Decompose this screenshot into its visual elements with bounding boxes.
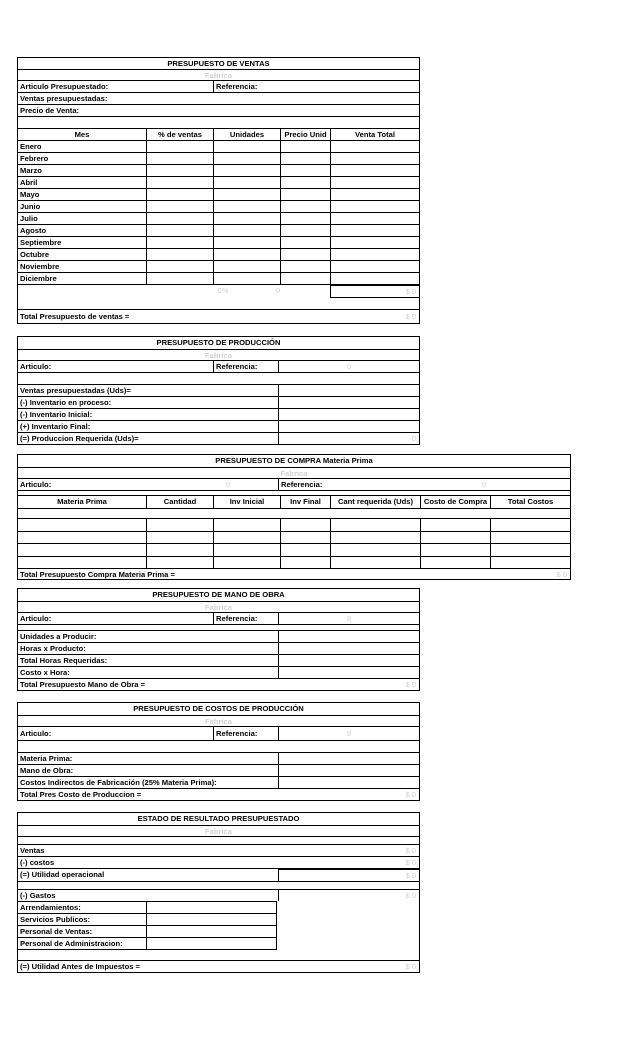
compra-cell[interactable]	[280, 544, 330, 556]
costos-row-value[interactable]	[278, 765, 419, 776]
gastos-row	[18, 937, 277, 949]
ventas-cell[interactable]	[213, 249, 280, 260]
mano-obra-row-label: Costo x Hora:	[20, 668, 70, 677]
total-compra-value: $ 0	[556, 570, 567, 579]
compra-row	[18, 556, 570, 569]
compra-cell[interactable]	[280, 519, 330, 531]
resultado-costos-value: $ 0	[405, 858, 416, 867]
produccion-row-value[interactable]	[278, 385, 419, 396]
ventas-month-row	[18, 176, 419, 188]
compra-cell[interactable]	[146, 532, 213, 544]
ventas-cell[interactable]	[330, 213, 419, 224]
resultado-gastos-value: $ 0	[278, 890, 419, 901]
ventas-cell[interactable]	[213, 153, 280, 164]
total-costos-label: Total Pres Costo de Produccion =	[20, 790, 142, 799]
compra-cell[interactable]	[213, 557, 280, 569]
ventas-cell[interactable]	[330, 273, 419, 284]
gastos-item-value[interactable]	[146, 926, 277, 937]
compra-referencia-label: Referencia:	[278, 479, 398, 490]
ventas-month-row	[18, 248, 419, 260]
compra-cell[interactable]	[420, 544, 490, 556]
total-ventas-label: Total Presupuesto de ventas =	[20, 312, 130, 321]
costos-row-label: Materia Prima:	[20, 754, 73, 763]
mano-obra-row	[18, 654, 419, 666]
ventas-cell[interactable]	[146, 201, 213, 212]
compra-cell[interactable]	[18, 519, 146, 531]
mano-obra-articulo-label: Articulo:	[20, 614, 52, 623]
ventas-month-row	[18, 236, 419, 248]
compra-cell[interactable]	[280, 557, 330, 569]
compra-row	[18, 543, 570, 556]
gastos-item-label: Personal de Administracion:	[20, 939, 123, 948]
ventas-cell[interactable]	[330, 189, 419, 200]
ventas-total-units: 0	[275, 286, 281, 295]
ventas-header-0: Mes	[74, 130, 90, 139]
compra-section	[17, 454, 571, 580]
ventas-referencia-label: Referencia:	[213, 81, 419, 92]
mano-obra-section	[17, 588, 420, 691]
compra-header-3: Inv Final	[280, 496, 330, 508]
compra-cell[interactable]	[330, 532, 420, 544]
gastos-item-label: Personal de Ventas:	[20, 927, 93, 936]
mano-obra-referencia-label: Referencia:	[213, 613, 278, 624]
month-label: Enero	[20, 142, 42, 151]
compra-cell[interactable]	[146, 557, 213, 569]
ventas-totals-row	[18, 284, 419, 298]
mano-obra-title: PRESUPUESTO DE MANO DE OBRA	[152, 590, 285, 599]
produccion-row	[18, 384, 419, 396]
costos-row-value[interactable]	[278, 777, 419, 788]
produccion-row	[18, 408, 419, 420]
compra-articulo-label: Articulo:	[20, 480, 52, 489]
total-resultado-value: $ 0	[405, 962, 416, 971]
ventas-header-3: Precio Unid	[280, 129, 330, 140]
total-compra-label: Total Presupuesto Compra Materia Prima =	[20, 570, 175, 579]
month-label: Febrero	[20, 154, 49, 163]
ventas-section	[17, 57, 420, 324]
produccion-section	[17, 336, 420, 445]
produccion-articulo-label: Articulo:	[20, 362, 52, 371]
produccion-row-label: (+) Inventario Final:	[20, 422, 91, 431]
mano-obra-row-label: Total Horas Requeridas:	[20, 656, 108, 665]
ventas-total-pct: 0%	[217, 286, 229, 295]
produccion-referencia-label: Referencia:	[213, 361, 278, 372]
ventas-cell[interactable]	[280, 261, 330, 272]
resultado-section	[17, 812, 420, 973]
compra-row	[18, 531, 570, 544]
costos-row-value[interactable]	[278, 753, 419, 764]
compra-cell[interactable]	[420, 532, 490, 544]
month-label: Agosto	[20, 226, 47, 235]
ventas-month-row	[18, 188, 419, 200]
month-label: Junio	[20, 202, 41, 211]
compra-cell[interactable]	[420, 519, 490, 531]
ventas-cell[interactable]	[330, 261, 419, 272]
mano-obra-row-value[interactable]	[278, 643, 419, 654]
ventas-header-row	[18, 128, 419, 140]
compra-header-0: Materia Prima	[57, 497, 107, 506]
gastos-row	[18, 901, 277, 913]
compra-header-6: Total Costos	[490, 496, 570, 508]
costos-referencia-label: Referencia:	[213, 727, 278, 740]
total-costos-value: $ 0	[405, 790, 416, 799]
compra-cell[interactable]	[330, 544, 420, 556]
month-label: Diciembre	[20, 274, 57, 283]
ventas-cell[interactable]	[330, 141, 419, 152]
total-resultado-label: (=) Utilidad Antes de Impuestos =	[20, 962, 140, 971]
ventas-cell[interactable]	[213, 177, 280, 188]
costos-referencia-value: 0	[278, 727, 419, 740]
mano-obra-fabrica: Fabrica	[204, 603, 232, 612]
costos-row	[18, 764, 419, 776]
ventas-cell[interactable]	[213, 225, 280, 236]
resultado-utilidad-value: $ 0	[278, 869, 419, 881]
compra-cell[interactable]	[490, 544, 570, 556]
ventas-header-1: % de ventas	[146, 129, 213, 140]
mano-obra-row-label: Horas x Producto:	[20, 644, 86, 653]
ventas-cell[interactable]	[280, 249, 330, 260]
compra-cell[interactable]	[18, 532, 146, 544]
ventas-cell[interactable]	[280, 225, 330, 236]
ventas-cell[interactable]	[213, 273, 280, 284]
costos-row	[18, 752, 419, 764]
ventas-cell[interactable]	[213, 141, 280, 152]
mano-obra-row-value[interactable]	[278, 667, 419, 678]
month-label: Abril	[20, 178, 38, 187]
resultado-costos-label: (-) costos	[20, 858, 55, 867]
mano-obra-row-value[interactable]	[278, 655, 419, 666]
produccion-row-label: (=) Produccion Requerida (Uds)=	[20, 434, 139, 443]
ventas-cell[interactable]	[213, 165, 280, 176]
month-label: Mayo	[20, 190, 40, 199]
gastos-item-value[interactable]	[146, 914, 277, 925]
ventas-cell[interactable]	[280, 237, 330, 248]
resultado-utilidad-label: (=) Utilidad operacional	[20, 870, 105, 879]
gastos-row	[18, 925, 277, 937]
produccion-row-label: (-) Inventario en proceso:	[20, 398, 112, 407]
produccion-row-value[interactable]	[278, 421, 419, 432]
produccion-row	[18, 420, 419, 432]
resultado-gastos-label: (-) Gastos	[20, 891, 56, 900]
compra-cell[interactable]	[146, 544, 213, 556]
ventas-header-4: Venta Total	[330, 129, 419, 140]
ventas-cell[interactable]	[146, 225, 213, 236]
compra-title: PRESUPUESTO DE COMPRA Materia Prima	[215, 456, 373, 465]
ventas-cell[interactable]	[146, 141, 213, 152]
ventas-cell[interactable]	[146, 153, 213, 164]
produccion-row-value[interactable]	[278, 409, 419, 420]
ventas-month-row	[18, 260, 419, 272]
produccion-fabrica: Fabrica	[204, 351, 232, 360]
precio-venta-label: Precio de Venta:	[20, 106, 80, 115]
ventas-cell[interactable]	[330, 153, 419, 164]
costos-row	[18, 776, 419, 788]
total-mano-obra-value: $ 0	[405, 680, 416, 689]
ventas-fabrica: Fabrica	[204, 71, 232, 80]
compra-articulo-value: 0	[225, 480, 231, 489]
gastos-row	[18, 913, 277, 925]
ventas-cell[interactable]	[280, 273, 330, 284]
compra-header-1: Cantidad	[146, 496, 213, 508]
resultado-ventas-label: Ventas	[20, 846, 45, 855]
gastos-item-label: Servicios Publicos:	[20, 915, 91, 924]
compra-referencia-value: 0	[481, 480, 487, 489]
resultado-title: ESTADO DE RESULTADO PRESUPUESTADO	[137, 814, 300, 823]
month-label: Noviembre	[20, 262, 60, 271]
mano-obra-row-value[interactable]	[278, 631, 419, 642]
produccion-row	[18, 396, 419, 408]
ventas-cell[interactable]	[280, 153, 330, 164]
compra-cell[interactable]	[330, 519, 420, 531]
compra-cell[interactable]	[146, 519, 213, 531]
compra-header-row	[18, 495, 570, 508]
month-label: Marzo	[20, 166, 42, 175]
ventas-cell[interactable]	[280, 177, 330, 188]
costos-section	[17, 702, 420, 801]
ventas-cell[interactable]	[280, 141, 330, 152]
ventas-month-row	[18, 212, 419, 224]
gastos-item-value[interactable]	[146, 938, 277, 949]
compra-cell[interactable]	[330, 557, 420, 569]
ventas-cell[interactable]	[330, 201, 419, 212]
ventas-cell[interactable]	[213, 237, 280, 248]
ventas-cell[interactable]	[330, 237, 419, 248]
compra-cell[interactable]	[18, 544, 146, 556]
ventas-cell[interactable]	[146, 261, 213, 272]
ventas-cell[interactable]	[146, 213, 213, 224]
produccion-row-value[interactable]: 0	[278, 433, 419, 444]
ventas-month-row	[18, 140, 419, 152]
ventas-cell[interactable]	[213, 261, 280, 272]
articulo-presupuestado-label: Articulo Presupuestado:	[20, 82, 109, 91]
ventas-header-2: Unidades	[213, 129, 280, 140]
ventas-month-row	[18, 152, 419, 164]
ventas-cell[interactable]	[280, 201, 330, 212]
month-label: Julio	[20, 214, 38, 223]
mano-obra-row-label: Unidades a Producir:	[20, 632, 97, 641]
month-label: Septiembre	[20, 238, 62, 247]
compra-cell[interactable]	[490, 557, 570, 569]
ventas-cell[interactable]	[146, 237, 213, 248]
ventas-cell[interactable]	[146, 273, 213, 284]
mano-obra-referencia-value: 0	[278, 613, 419, 624]
mano-obra-row	[18, 630, 419, 642]
ventas-cell[interactable]	[330, 225, 419, 236]
resultado-ventas-value: $ 0	[405, 846, 416, 855]
compra-cell[interactable]	[490, 532, 570, 544]
compra-cell[interactable]	[18, 557, 146, 569]
ventas-cell[interactable]	[146, 249, 213, 260]
ventas-cell[interactable]	[330, 165, 419, 176]
mano-obra-row	[18, 642, 419, 654]
ventas-cell[interactable]	[330, 249, 419, 260]
compra-cell[interactable]	[213, 544, 280, 556]
month-label: Octubre	[20, 250, 50, 259]
ventas-title: PRESUPUESTO DE VENTAS	[167, 59, 270, 68]
gastos-item-value[interactable]	[146, 902, 277, 913]
produccion-row-value[interactable]	[278, 397, 419, 408]
ventas-cell[interactable]	[146, 177, 213, 188]
compra-header-5: Costo de Compra	[420, 496, 490, 508]
costos-title: PRESUPUESTO DE COSTOS DE PRODUCCIÓN	[133, 704, 304, 713]
ventas-month-row	[18, 272, 419, 284]
mano-obra-row	[18, 666, 419, 678]
total-mano-obra-label: Total Presupuesto Mano de Obra =	[20, 680, 145, 689]
costos-row-label: Costos Indirectos de Fabricación (25% Materia Prima):	[20, 778, 217, 787]
costos-fabrica: Fabrica	[204, 717, 232, 726]
ventas-cell[interactable]	[280, 213, 330, 224]
compra-header-4: Cant requerida (Uds)	[330, 496, 420, 508]
ventas-cell[interactable]	[213, 189, 280, 200]
ventas-cell[interactable]	[330, 177, 419, 188]
ventas-total-money: $ 0	[330, 285, 419, 298]
produccion-row-label: (-) Inventario Inicial:	[20, 410, 93, 419]
ventas-month-row	[18, 200, 419, 212]
gastos-item-label: Arrendamientos:	[20, 903, 81, 912]
ventas-cell[interactable]	[213, 213, 280, 224]
compra-cell[interactable]	[490, 519, 570, 531]
ventas-cell[interactable]	[146, 189, 213, 200]
ventas-cell[interactable]	[280, 189, 330, 200]
compra-fabrica: Fabrica	[280, 469, 308, 478]
compra-cell[interactable]	[420, 557, 490, 569]
costos-row-label: Mano de Obra:	[20, 766, 74, 775]
total-ventas-value: $ 0	[405, 312, 416, 321]
ventas-month-row	[18, 164, 419, 176]
produccion-referencia-value: 0	[278, 361, 419, 372]
ventas-cell[interactable]	[213, 201, 280, 212]
costos-articulo-label: Articulo:	[20, 729, 52, 738]
ventas-month-row	[18, 224, 419, 236]
ventas-cell[interactable]	[146, 165, 213, 176]
produccion-row-label: Ventas presupuestadas (Uds)=	[20, 386, 131, 395]
ventas-cell[interactable]	[280, 165, 330, 176]
compra-cell[interactable]	[213, 519, 280, 531]
compra-cell[interactable]	[213, 532, 280, 544]
compra-header-2: Inv Inicial	[213, 496, 280, 508]
compra-cell[interactable]	[280, 532, 330, 544]
resultado-fabrica: Fabrica	[204, 827, 232, 836]
compra-row	[18, 518, 570, 531]
produccion-row	[18, 432, 419, 444]
produccion-title: PRESUPUESTO DE PRODUCCIÓN	[156, 338, 281, 347]
ventas-presupuestadas-label: Ventas presupuestadas:	[20, 94, 108, 103]
